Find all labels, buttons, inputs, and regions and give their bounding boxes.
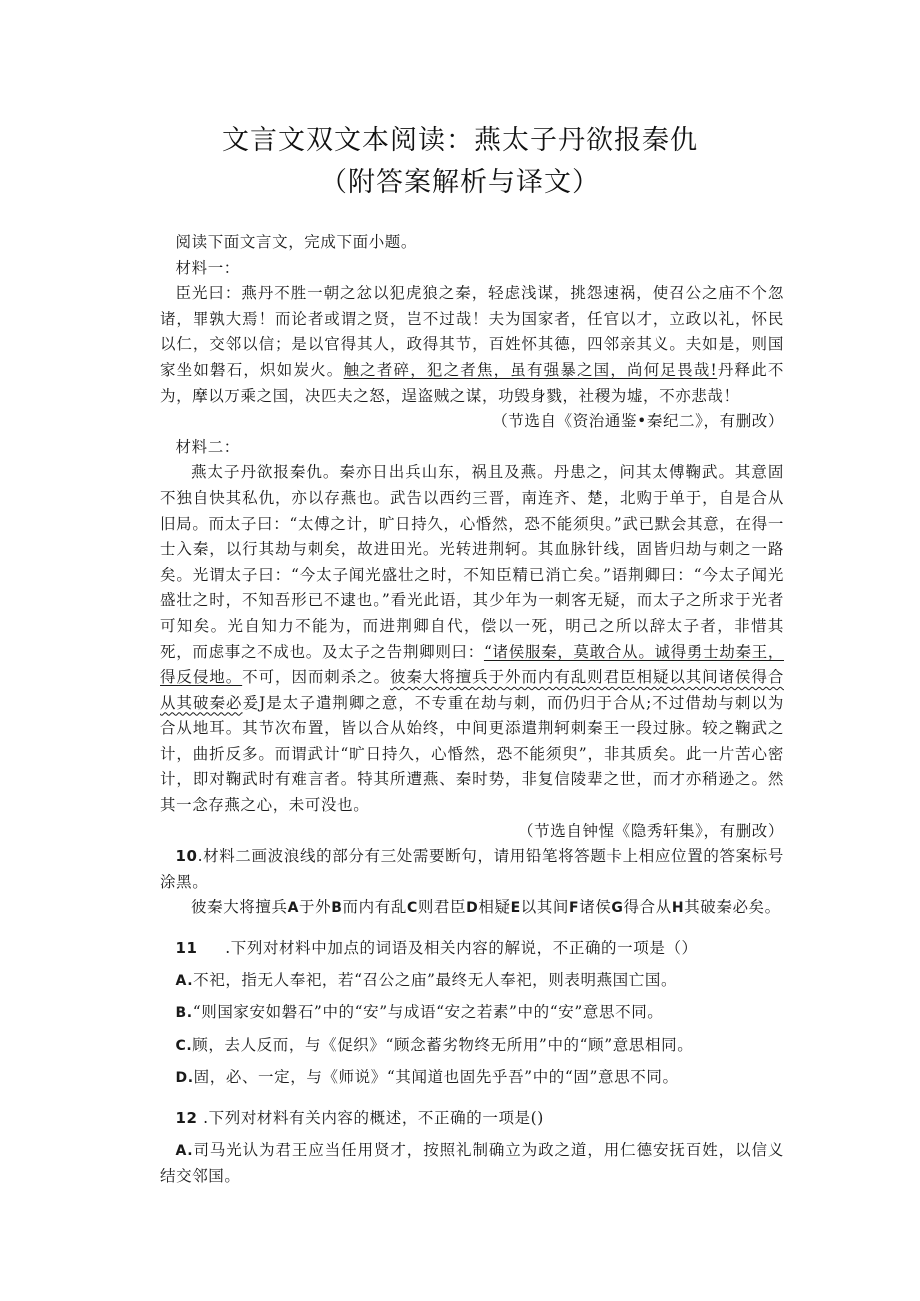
break-marker: C: [406, 900, 418, 917]
question-12: [160, 1106, 784, 1132]
question-11: [160, 936, 784, 962]
material2-text-b: 不可，因而刺杀之。: [242, 668, 391, 687]
material2-underlined-sentence: “诸侯服秦，莫敢合从。诚得勇士劫秦王，得反侵地。: [160, 642, 784, 687]
option-letter: D.: [175, 1070, 194, 1087]
option-letter: C.: [175, 1037, 193, 1054]
option-d: [160, 1065, 784, 1092]
sentence-segment: 而内有乱: [342, 898, 407, 917]
option-a: [160, 1138, 784, 1190]
question-10: [160, 844, 784, 895]
break-marker: F: [569, 900, 580, 917]
material2-text-c: 爰J是太子遣荆卿之意，不专重在劫与刺，而仍归于合从;不过借劫与刺以为合从地耳。其节次布置，皆以合从始终，中间更添遣荆轲刺秦王一段过脉。较之鞠武之计，曲折反多。而谓武计“旷日持久，心惛然，恐不能须臾”，非其质矣。此一片苦心密计，即对鞠武时有难言者。特其所遭燕、秦时势，非复信陵辈之世，而才亦稍逊之。然其一念存燕之心，未可没也。: [160, 693, 784, 815]
material2-paragraph: [160, 460, 784, 818]
material2-label: 材料二：: [175, 437, 240, 456]
break-marker: D: [466, 900, 479, 917]
break-marker: E: [510, 900, 521, 917]
sentence-segment: 彼秦大将擅兵: [191, 898, 288, 917]
material2-text-a: 燕太子丹欲报秦仇。秦亦日出兵山东，祸且及燕。丹患之，问其太傅鞠武。其意固不独自快其私仇，亦以存燕也。武告以西约三晋，南连齐、楚，北购于单于，自是合从旧局。而太子曰：“太傅之计，旷日持久，心惛然，恐不能须臾。”武已默会其意，在得一士入秦，以行其劫与刺矣，故进田光。光转进荆轲。其血脉针线，固皆归劫与刺之一路矣。光谓太子曰：“今太子闻光盛壮之时，不知臣精已消亡矣。”语荆卿曰：“今太子闻光盛壮之时，不知吾形已不逮也。”看光此语，其少年为一刺客无疑，而太子之所求于光者可知矣。光自知力不能为，而进荆卿自代，偿以一死，明己之所以辞太子者，非惜其死，而虑事之不成也。及太子之告荆卿则曰：: [160, 463, 784, 661]
material1-text-b: 丹释此不为，摩以万乘之国，决匹夫之怒，逞盗贼之谋，功毁身戮，社稷为墟，不亦悲哉！: [160, 360, 785, 405]
option-c: [160, 1033, 784, 1060]
question-11-options: [160, 968, 784, 1092]
question-11-number: 11: [175, 939, 198, 958]
option-letter: A.: [175, 1142, 194, 1159]
material1-text-a: 臣光曰：燕丹不胜一朝之忿以犯虎狼之秦，轻虑浅谋，挑怨速祸，使召公之庙不个忽诸，罪孰大焉！而论者或谓之贤，岂不过哉！夫为国家者，任官以才，立政以礼，怀民以仁，交邻以信；是以官得其人，政得其节，百姓怀其德，四邻亲其义。夫如是，则国家坐如磐石，炽如炭火。: [160, 284, 784, 379]
sentence-segment: 得合从: [623, 898, 672, 917]
material1-source: （节选自《资治通鉴•秦纪二》，有删改）: [492, 412, 784, 431]
question-11-text: .下列对材料中加点的词语及相关内容的解说，不正确的一项是（）: [225, 939, 698, 958]
sentence-segment: 则君臣: [417, 898, 467, 917]
material1-paragraph: [160, 281, 784, 409]
sentence-segment: 相疑: [478, 898, 511, 917]
document-subtitle: （附答案解析与译文）: [320, 167, 600, 198]
option-text: “则国家安如磐石”中的“安”与成语“安之若素”中的“安”意思不同。: [192, 1003, 664, 1022]
break-marker: A: [287, 900, 300, 917]
material2-wavy-sentence: 彼秦大将擅兵于外而内有乱则君臣相疑以其间诸侯得合从其破秦必: [160, 668, 784, 712]
question-12-options: [160, 1138, 784, 1190]
option-text: 顾，去人反而，与《促织》“顾念蓄劣物终无所用”中的“顾”意思相同。: [192, 1035, 694, 1054]
sentence-segment: 于外: [299, 898, 332, 917]
instruction: 阅读下面文言文，完成下面小题。: [175, 233, 418, 251]
material1-underlined-sentence: 触之者碎，犯之者焦，虽有强暴之国，尚何足畏哉!: [343, 360, 718, 379]
question-10-number: 10: [175, 847, 198, 866]
material2-source: （节选自钟惺《隐秀轩集》，有删改）: [518, 821, 784, 840]
question-10-sentence: [160, 895, 784, 922]
sentence-segment: 以其间: [520, 898, 570, 917]
option-letter: A.: [175, 972, 194, 989]
document-title: 文言文双文本阅读：燕太子丹欲报秦仇: [222, 125, 698, 156]
option-a: [160, 968, 784, 995]
option-text: 司马光认为君王应当任用贤才，按照礼制确立为政之道，用仁德安抚百姓，以信义结交邻国。: [160, 1140, 784, 1186]
question-12-text: .下列对材料有关内容的概述，不正确的一项是(): [203, 1109, 544, 1127]
option-letter: B.: [175, 1005, 193, 1022]
break-marker: H: [671, 900, 685, 917]
option-b: [160, 1000, 784, 1027]
break-marker: B: [331, 900, 343, 917]
option-text: 不祀，指无人奉祀，若“召公之庙”最终无人奉祀，则表明燕国亡国。: [193, 970, 678, 989]
break-marker: G: [611, 900, 624, 917]
sentence-segment: 其破秦必矣。: [684, 898, 781, 917]
material1-label: 材料一：: [175, 258, 240, 277]
question-12-number: 12: [175, 1109, 198, 1127]
question-10-text: .材料二画波浪线的部分有三处需要断句，请用铅笔将答题卡上相应位置的答案标号涂黑。: [160, 847, 784, 891]
document-body: [160, 230, 784, 1190]
sentence-segment: 诸侯: [579, 898, 612, 917]
option-text: 固，必、一定，与《师说》“其闻道也固先乎吾”中的“固”意思不同。: [193, 1068, 679, 1087]
